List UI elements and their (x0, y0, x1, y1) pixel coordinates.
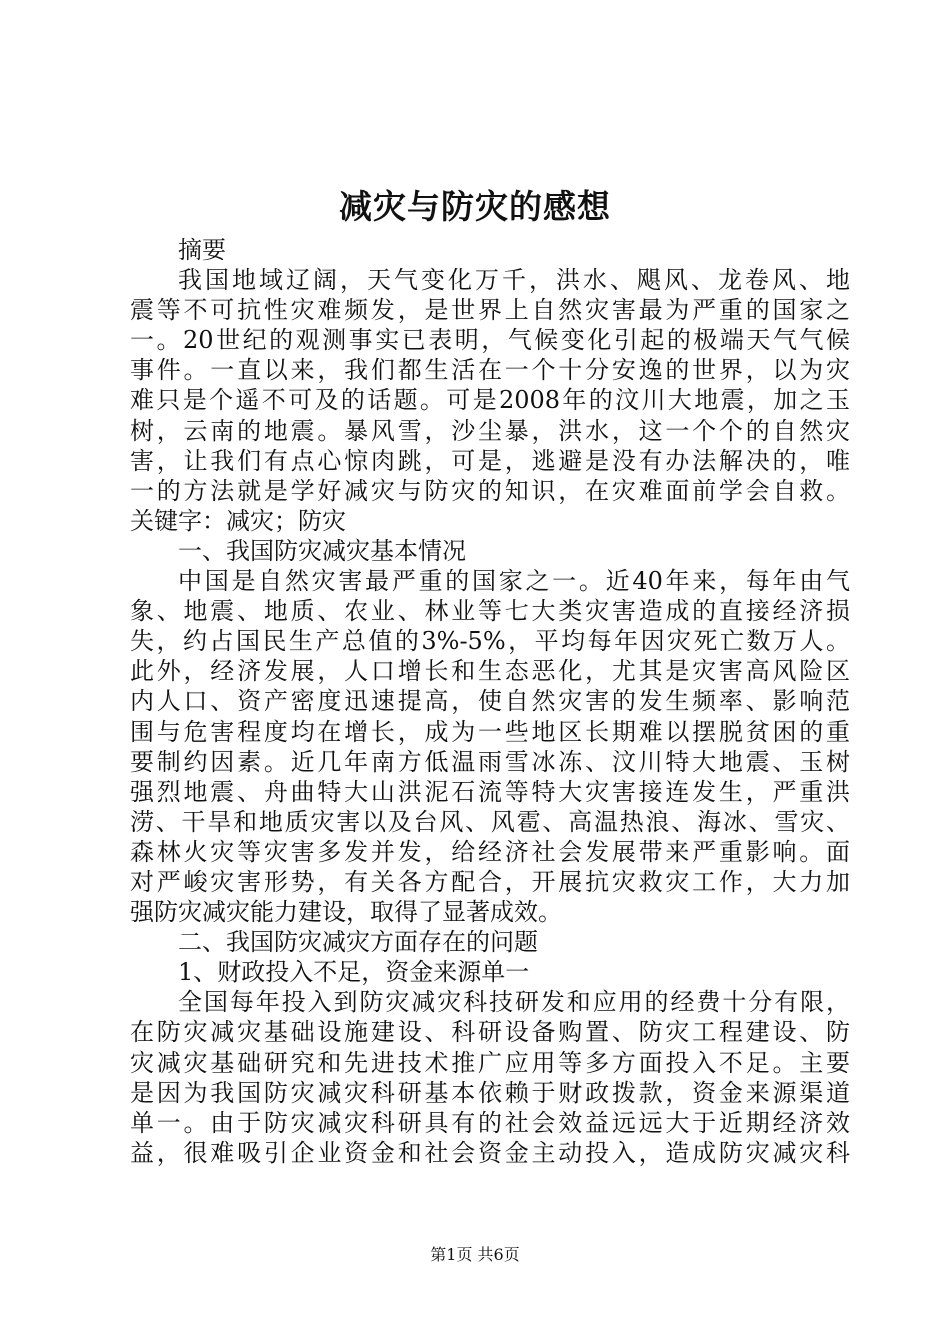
text-line: 强烈地震、舟曲特大山洪泥石流等特大灾害接连发生，严重洪 (130, 777, 850, 806)
text-line: 我国地域辽阔，天气变化万千，洪水、飓风、龙卷风、地 (178, 266, 850, 295)
text-line: 是因为我国防灾减灾科研基本依赖于财政拨款，资金来源渠道 (130, 1078, 850, 1107)
text-line: 震等不可抗性灾难频发，是世界上自然灾害最为严重的国家之 (130, 296, 850, 325)
text-line: 摘要 (178, 236, 226, 264)
text-line: 内人口、资产密度迅速提高，使自然灾害的发生频率、影响范 (130, 687, 850, 716)
text-line: 围与危害程度均在增长，成为一些地区长期难以摆脱贫困的重 (130, 717, 850, 746)
text-line: 害，让我们有点心惊肉跳，可是，逃避是没有办法解决的，唯 (130, 446, 850, 475)
text-line: 一。20世纪的观测事实已表明，气候变化引起的极端天气气候 (130, 326, 850, 355)
document-title: 减灾与防灾的感想 (339, 187, 611, 226)
page-footer: 第1页 共6页 (430, 1245, 520, 1264)
text-line: 一、我国防灾减灾基本情况 (178, 536, 466, 565)
text-line: 二、我国防灾减灾方面存在的问题 (178, 928, 538, 957)
text-line: 在防灾减灾基础设施建设、科研设备购置、防灾工程建设、防 (130, 1018, 850, 1047)
document-body (130, 235, 850, 1168)
text-line: 失，约占国民生产总值的3%-5%，平均每年因灾死亡数万人。 (130, 627, 850, 656)
text-line: 全国每年投入到防灾减灾科技研发和应用的经费十分有限， (178, 988, 850, 1017)
text-line: 强防灾减灾能力建设，取得了显著成效。 (130, 898, 562, 927)
text-line: 对严峻灾害形势，有关各方配合，开展抗灾救灾工作，大力加 (130, 867, 850, 896)
text-line: 此外，经济发展，人口增长和生态恶化，尤其是灾害高风险区 (130, 657, 850, 686)
text-line: 中国是自然灾害最严重的国家之一。近40年来，每年由气 (178, 567, 850, 596)
text-line: 灾减灾基础研究和先进技术推广应用等多方面投入不足。主要 (130, 1048, 850, 1077)
text-line: 森林火灾等灾害多发并发，给经济社会发展带来严重影响。面 (130, 837, 850, 866)
text-line: 难只是个遥不可及的话题。可是2008年的汶川大地震，加之玉 (130, 386, 850, 415)
text-line: 1、财政投入不足，资金来源单一 (178, 958, 530, 987)
text-line: 要制约因素。近几年南方低温雨雪冰冻、汶川特大地震、玉树 (130, 747, 850, 776)
text-line: 一的方法就是学好减灾与防灾的知识，在灾难面前学会自救。 (130, 476, 850, 505)
text-line: 益，很难吸引企业资金和社会资金主动投入，造成防灾减灾科 (130, 1138, 850, 1167)
text-line: 事件。一直以来，我们都生活在一个十分安逸的世界，以为灾 (130, 356, 850, 385)
text-line: 关键字：减灾；防灾 (130, 506, 346, 535)
text-line: 单一。由于防灾减灾科研具有的社会效益远远大于近期经济效 (130, 1108, 850, 1137)
text-line: 象、地震、地质、农业、林业等七大类灾害造成的直接经济损 (130, 597, 850, 626)
text-line: 树，云南的地震。暴风雪，沙尘暴，洪水，这一个个的自然灾 (130, 416, 850, 445)
text-line: 涝、干旱和地质灾害以及台风、风雹、高温热浪、海冰、雪灾、 (130, 807, 850, 836)
